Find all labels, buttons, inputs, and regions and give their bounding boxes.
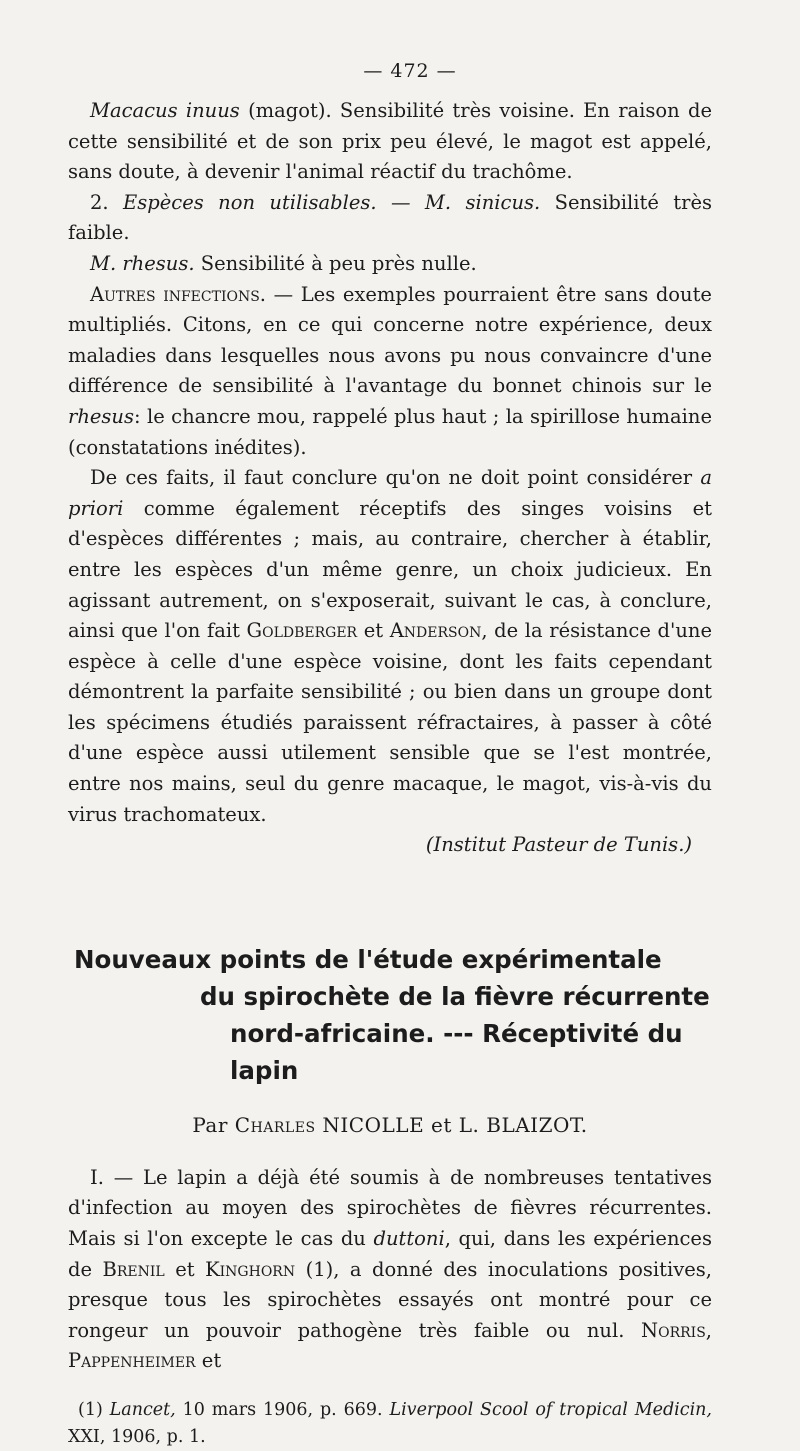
title-line-2: du spirochète de la fièvre récurrente xyxy=(200,981,710,1011)
paragraph-text: , qui, dans les expériences de xyxy=(68,1227,712,1281)
institution-signature xyxy=(68,830,692,861)
paragraph-text: De ces faits, il faut conclure qu'on ne doit point considérer xyxy=(90,466,701,490)
author-name: Anderson xyxy=(389,619,482,643)
title-line-3: nord-africaine. --- Réceptivité du lapin xyxy=(230,1018,683,1085)
author-last-name: NICOLLE xyxy=(315,1112,425,1137)
paragraph-text: et xyxy=(195,1349,222,1373)
paragraph-text: , de la résistance d'une espèce à celle d'une espèce voisine, dont les faits cependant démontrent la parfaite sensibilité ; ou bien dans un groupe dont les spécimens étudiés paraissent réfractaires, à passer à côté d'une espèce aussi utilement sensible que se l'est montrée, entre nos mains, seul du genre macaque, le magot, vis-à-vis du virus trachomateux. xyxy=(68,619,712,826)
author-name: L. BLAIZOT. xyxy=(458,1112,588,1137)
paragraph-text: — Les exemples pourraient être sans doute multipliés. Citons, en ce qui concerne notre expérience, deux maladies dans lesquelles nous avons pu nous convaincre d'une différence de sensibilité à l'avantage du bonnet chinois sur le xyxy=(68,282,712,398)
byline-prefix: Par xyxy=(192,1112,235,1137)
latin-phrase: a priori xyxy=(68,466,712,520)
author-name: Norris xyxy=(641,1318,706,1342)
footnote-text: XXI, 1906, p. 1. xyxy=(68,1427,206,1447)
author-first-name: Charles xyxy=(234,1112,316,1137)
footnote xyxy=(68,1397,712,1451)
section-heading: Autres infections. xyxy=(90,282,266,306)
paragraph-text: (1), a donné des inoculations positives, presque tous les spirochètes essayés ont montré pour ce rongeur un pouvoir pathogène très faible ou nul. xyxy=(68,1257,712,1342)
paragraph-text: et xyxy=(164,1257,206,1281)
author-name: Kinghorn xyxy=(205,1257,296,1281)
paragraph-non-usable-species xyxy=(68,188,712,249)
paragraph-text: comme également réceptifs des singes voisins et d'espèces différentes ; mais, au contraire, chercher à établir, entre les espèces d'un même genre, un choix judicieux. En agissant autrement, on s'exposerait, suivant le cas, à conclure, ainsi que l'on fait xyxy=(68,496,712,643)
paragraph-text: Sensibilité à peu près nulle. xyxy=(194,251,477,275)
paragraph-conclusion xyxy=(68,463,712,830)
journal-name: Lancet, xyxy=(109,1400,176,1420)
byline-conjunction: et xyxy=(424,1112,459,1137)
paragraph-macacus-inuus xyxy=(68,96,712,188)
author-name: Pappenheimer xyxy=(68,1349,196,1373)
species-name: rhesus xyxy=(68,404,134,428)
footnote-text: 10 mars 1906, p. 669. xyxy=(175,1400,390,1420)
paragraph-text: , xyxy=(705,1318,712,1342)
paragraph-text: I. — Le lapin a déjà été soumis à de nombreuses tentatives d'infection au moyen des spirochètes de fièvres récurrentes. Mais si l'on excepte le cas du xyxy=(68,1165,712,1251)
genus-name: Macacus inuus xyxy=(90,99,240,122)
paragraph-text: : le chancre mou, rappelé plus haut ; la spirillose humaine (constatations inédites). xyxy=(68,404,712,459)
footnote-marker: (1) xyxy=(78,1400,110,1420)
signature-text: (Institut Pasteur de Tunis.) xyxy=(425,833,692,857)
article-title xyxy=(68,941,712,1089)
paragraph-text: Sensibilité très faible. xyxy=(68,190,712,245)
species-name: duttoni xyxy=(373,1227,445,1251)
journal-name: Liverpool Scool of tropical Medicin, xyxy=(389,1400,712,1420)
paragraph-rabbit-intro xyxy=(68,1163,712,1377)
author-name: Brenil xyxy=(102,1257,165,1281)
species-name: M. rhesus. xyxy=(90,251,195,275)
list-number: 2. xyxy=(90,190,124,214)
page-number: — 472 — xyxy=(363,60,457,82)
paragraph-text: (magot). Sensibilité très voisine. En raison de cette sensibilité et de son prix peu élevé, le magot est appelé, sans doute, à devenir l'animal réactif du trachôme. xyxy=(68,99,713,184)
title-line-1: Nouveaux points de l'étude expérimentale xyxy=(74,944,662,974)
paragraph-other-infections xyxy=(68,280,712,464)
section-label: Espèces non utilisables. — M. sinicus. xyxy=(123,190,541,214)
author-name: Goldberger xyxy=(246,619,358,643)
paragraph-text: et xyxy=(357,619,390,643)
paragraph-rhesus xyxy=(68,249,712,280)
article-byline xyxy=(68,1113,712,1137)
